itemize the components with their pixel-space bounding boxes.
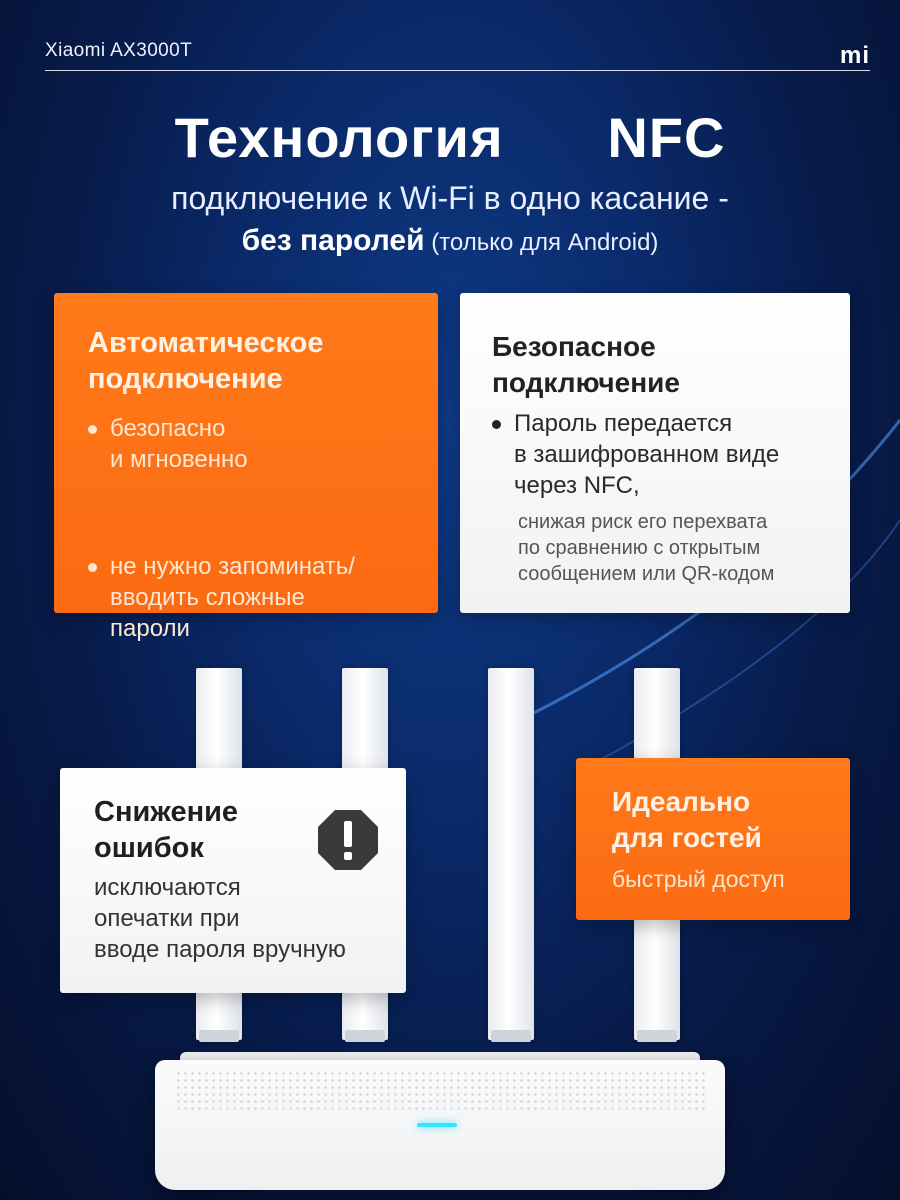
antenna-hinge-4 (637, 1030, 677, 1042)
card-errors-text: исключаются опечатки при вводе пароля вручную (94, 874, 346, 963)
page-subtitle: подключение к Wi-Fi в одно касание - (171, 180, 729, 216)
antenna-hinge-3 (491, 1030, 531, 1042)
router-body (155, 1060, 725, 1190)
mi-logo: mi (839, 42, 870, 69)
card-auto-bullet-1: безопасно и мгновенно (88, 413, 472, 475)
card-secure-bullet: Пароль передается в зашифрованном виде через NFC, (492, 408, 882, 501)
brand-name: Xiaomi AX3000T (45, 40, 193, 61)
antenna-hinge-2 (345, 1030, 385, 1042)
router-vents (175, 1070, 705, 1110)
header-divider (45, 70, 870, 71)
antenna-hinge-1 (199, 1030, 239, 1042)
subtitle-note: (только для Android) (424, 229, 659, 256)
card-secure-title: Безопасное подключение (492, 331, 680, 398)
card-fewer-errors (60, 768, 406, 993)
card-auto-bullet-2: не нужно запоминать/ вводить сложные пароли (88, 551, 472, 644)
card-auto-title: Автоматическое подключение (88, 327, 324, 395)
card-guests-title: Идеально для гостей (612, 786, 762, 853)
card-errors-title: Снижение ошибок (94, 796, 239, 864)
card-secure-connection (460, 293, 850, 613)
subtitle-bold: без паролей (241, 224, 425, 257)
card-guests-text: быстрый доступ (612, 866, 785, 892)
card-auto-connection (54, 293, 438, 642)
card-secure-subtext: снижая риск его перехвата по сравнению с открытым сообщением или QR-кодом (518, 511, 775, 585)
card-ideal-for-guests (576, 758, 850, 920)
router-antenna-3 (488, 668, 534, 1040)
page-title: Технология NFC (174, 106, 726, 169)
warning-octagon-icon (316, 808, 380, 872)
page-subtitle-2 (0, 224, 900, 258)
router-led (417, 1123, 457, 1127)
